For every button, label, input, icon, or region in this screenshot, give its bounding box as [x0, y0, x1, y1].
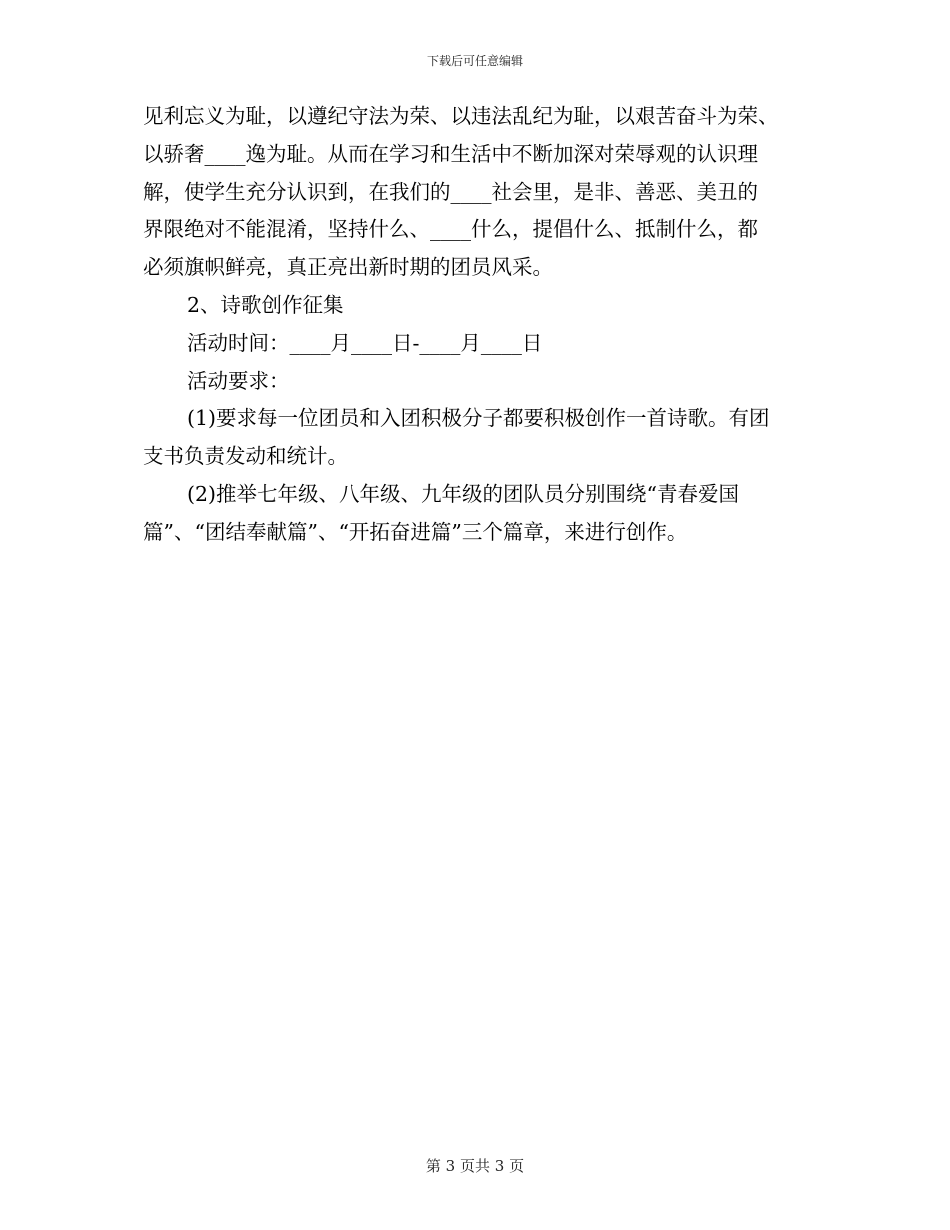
paragraph-line: 以骄奢____逸为耻。从而在学习和生活中不断加深对荣辱观的认识理 — [143, 141, 758, 166]
paragraph-line: 见利忘义为耻，以遵纪守法为荣、以违法乱纪为耻，以艰苦奋斗为荣、 — [143, 104, 779, 128]
requirement-item-1: (1)要求每一位团员和入团积极分子都要积极创作一首诗歌。有团 — [187, 406, 770, 431]
section-heading: 2、诗歌创作征集 — [187, 292, 344, 317]
page-header-note: 下载后可任意编辑 — [426, 54, 523, 68]
paragraph-line: 必须旗帜鲜亮，真正亮出新时期的团员风采。 — [143, 255, 553, 280]
activity-requirements-label: 活动要求： — [187, 368, 290, 393]
requirement-item-1-continued: 支书负责发动和统计。 — [143, 444, 348, 469]
document-body — [143, 98, 809, 552]
requirement-item-2: (2)推举七年级、八年级、九年级的团队员分别围绕“青春爱国 — [187, 481, 740, 506]
requirement-item-2-continued: 篇”、“团结奉献篇”、“开拓奋进篇”三个篇章，来进行创作。 — [143, 519, 688, 544]
paragraph-line: 解，使学生充分认识到，在我们的____社会里，是非、善恶、美丑的 — [143, 179, 758, 204]
activity-time-line: 活动时间：____月____日-____月____日 — [187, 330, 543, 355]
page-number: 第 3 页共 3 页 — [425, 1157, 525, 1175]
paragraph-line: 界限绝对不能混淆，坚持什么、____什么，提倡什么、抵制什么，都 — [143, 217, 758, 242]
